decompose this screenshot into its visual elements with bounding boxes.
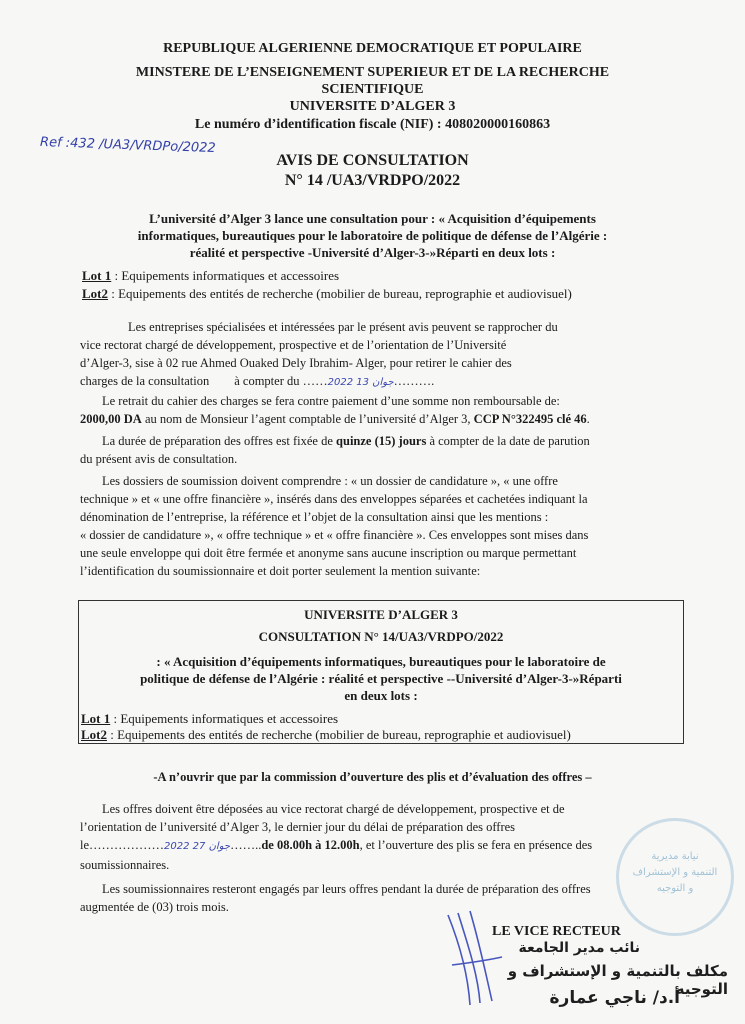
paragraph-deposit	[80, 800, 664, 874]
para3-line-1-start: La durée de préparation des offres est fixée de	[102, 434, 337, 448]
para2-line-2-mid: au nom de Monsieur l’agent comptable de l’université d’Alger 3,	[141, 412, 474, 426]
stamp-text-2: التنمية و الإستشراف	[632, 867, 718, 878]
notice-title: AVIS DE CONSULTATION	[276, 152, 469, 169]
handwritten-reference: Ref :432 /UA3/VRDPo/2022	[39, 134, 216, 157]
opening-notice: -A n’ouvrir que par la commission d’ouverture des plis et d’évaluation des offres –	[153, 770, 592, 784]
para5-line-3-end: , et l’ouverture des plis se fera en présence des	[359, 838, 593, 852]
header-republic: REPUBLIQUE ALGERIENNE DEMOCRATIQUE ET POPULAIRE	[163, 41, 582, 56]
header-ministry: MINSTERE DE L’ENSEIGNEMENT SUPERIEUR ET DE LA RECHERCHE	[135, 65, 610, 80]
lot-1-label: Lot 1	[82, 268, 112, 283]
header-ministry-cont: SCIENTIFIQUE	[321, 82, 424, 97]
signature-arabic-2: مكلف بالتنمية و الإستشراف و التوجيه	[507, 962, 728, 998]
intro-line-3: réalité et perspective -Université d’Alger-3-»Réparti en deux lots :	[189, 245, 556, 260]
para5-line-2: l’orientation de l’université d’Alger 3, le dernier jour du délai de préparation des offres	[80, 820, 516, 834]
box-object	[79, 653, 683, 704]
para4-line-4: « dossier de candidature », « offre technique » et « offre financière ». Ces enveloppes sont mises dans	[80, 528, 589, 542]
handwritten-date-1: 2022 جوان 13	[327, 377, 394, 388]
header-university: UNIVERSITE D’ALGER 3	[289, 99, 456, 114]
para5-line-3-start: le………………	[80, 838, 165, 852]
box-lot-1-text: : Equipements informatiques et accessoires	[113, 711, 339, 726]
lot-2-text: : Equipements des entités de recherche (mobilier de bureau, reprographie et audiovisuel)	[111, 286, 572, 301]
paragraph-engagement	[80, 880, 664, 916]
para4-line-2: technique » et « une offre financière », insérés dans des enveloppes séparées et cachetées indiquant la	[80, 492, 588, 506]
para5-line-3-dots: ……..	[230, 838, 262, 852]
para2-line-1: Le retrait du cahier des charges se fera contre paiement d’une somme non remboursable de:	[102, 394, 560, 408]
para1-line-1: Les entreprises spécialisées et intéressées par le présent avis peuvent se rapprocher du	[128, 320, 558, 334]
signature-title: LE VICE RECTEUR	[492, 924, 621, 939]
para3-line-2: du présent avis de consultation.	[80, 452, 238, 466]
fee-amount: 2000,00 DA	[80, 412, 142, 426]
box-lot-2-text: : Equipements des entités de recherche (mobilier de bureau, reprographie et audiovisuel)	[110, 727, 571, 742]
signature-arabic-1: نائب مدير الجامعة	[518, 940, 640, 956]
box-object-line-2: politique de défense de l’Algérie : réalité et perspective --Université d’Alger-3-»Réparti	[140, 671, 622, 686]
envelope-mention-box	[78, 600, 684, 744]
para3-line-1	[80, 432, 664, 450]
paragraph-retrieval	[80, 392, 664, 428]
para1-line-4-start: charges de la consultation à compter du ……	[80, 374, 328, 388]
para5-line-4: soumissionnaires.	[80, 858, 170, 872]
box-consultation: CONSULTATION N° 14/UA3/VRDPO/2022	[258, 629, 504, 644]
box-university: UNIVERSITE D’ALGER 3	[304, 607, 458, 622]
box-lot-2-row	[81, 727, 571, 743]
para1-line-2: vice rectorat chargé de développement, prospective et de l’orientation de l’Université	[80, 338, 507, 352]
stamp-text-1: نيابة مديرية	[651, 851, 699, 862]
paragraph-duration	[80, 432, 664, 468]
lot-2-row	[82, 286, 572, 302]
box-object-line-1: : « Acquisition d’équipements informatiques, bureautiques pour le laboratoire de	[156, 654, 606, 669]
box-lot-2-label: Lot2	[81, 727, 107, 742]
stamp-text-3: و التوجيه	[656, 883, 694, 894]
para4-line-6: l’identification du soumissionnaire et doit porter seulement la mention suivante:	[80, 564, 481, 578]
lot-1-row	[82, 268, 339, 284]
header-nif: Le numéro d’identification fiscale (NIF) : 408020000160863	[194, 117, 551, 132]
box-lot-1-row	[81, 711, 338, 727]
lot-2-label: Lot2	[82, 286, 108, 301]
intro-line-2: informatiques, bureautiques pour le laboratoire de politique de défense de l’Algérie :	[137, 228, 608, 243]
para4-line-3: dénomination de l’entreprise, la référence et l’objet de la consultation ainsi que les mentions :	[80, 510, 549, 524]
para6-line-1: Les soumissionnaires resteront engagés par leurs offres pendant la durée de préparation des offres	[102, 882, 591, 896]
para1-line-4-end: ……….	[393, 374, 435, 388]
para1-line-3: d’Alger-3, sise à 02 rue Ahmed Ouaked Dely Ibrahim- Alger, pour retirer le cahier des	[80, 356, 512, 370]
paragraph-enterprises	[80, 318, 664, 392]
duration-value: quinze (15) jours	[336, 434, 427, 448]
para1-line-4	[80, 372, 664, 392]
lot-1-text: : Equipements informatiques et accessoires	[114, 268, 340, 283]
para5-line-3	[80, 836, 664, 856]
box-lot-1-label: Lot 1	[81, 711, 111, 726]
opening-hours: de 08.00h à 12.00h	[261, 838, 360, 852]
para4-line-5: une seule enveloppe qui doit être fermée et anonyme sans aucune inscription ou marque permettant	[80, 546, 577, 560]
signature-arabic-3: أ.د/ ناجي عمارة	[549, 988, 680, 1008]
handwritten-date-2: 2022 جوان 27	[164, 841, 231, 852]
notice-number: N° 14 /UA3/VRDPO/2022	[284, 172, 461, 189]
para2-line-2	[80, 410, 664, 428]
para5-line-1: Les offres doivent être déposées au vice rectorat chargé de développement, prospective et de	[102, 802, 565, 816]
box-object-line-3: en deux lots :	[344, 688, 418, 703]
para6-line-2: augmentée de (03) trois mois.	[80, 900, 229, 914]
para4-line-1: Les dossiers de soumission doivent comprendre : « un dossier de candidature », « une offre	[102, 474, 558, 488]
para2-line-2-end: .	[586, 412, 590, 426]
ccp-number: CCP N°322495 clé 46	[473, 412, 587, 426]
intro-line-1: L’université d’Alger 3 lance une consultation pour : « Acquisition d’équipements	[149, 211, 596, 226]
para3-line-1-end: à compter de la date de parution	[426, 434, 590, 448]
paragraph-dossiers	[80, 472, 664, 580]
official-stamp	[616, 818, 734, 936]
